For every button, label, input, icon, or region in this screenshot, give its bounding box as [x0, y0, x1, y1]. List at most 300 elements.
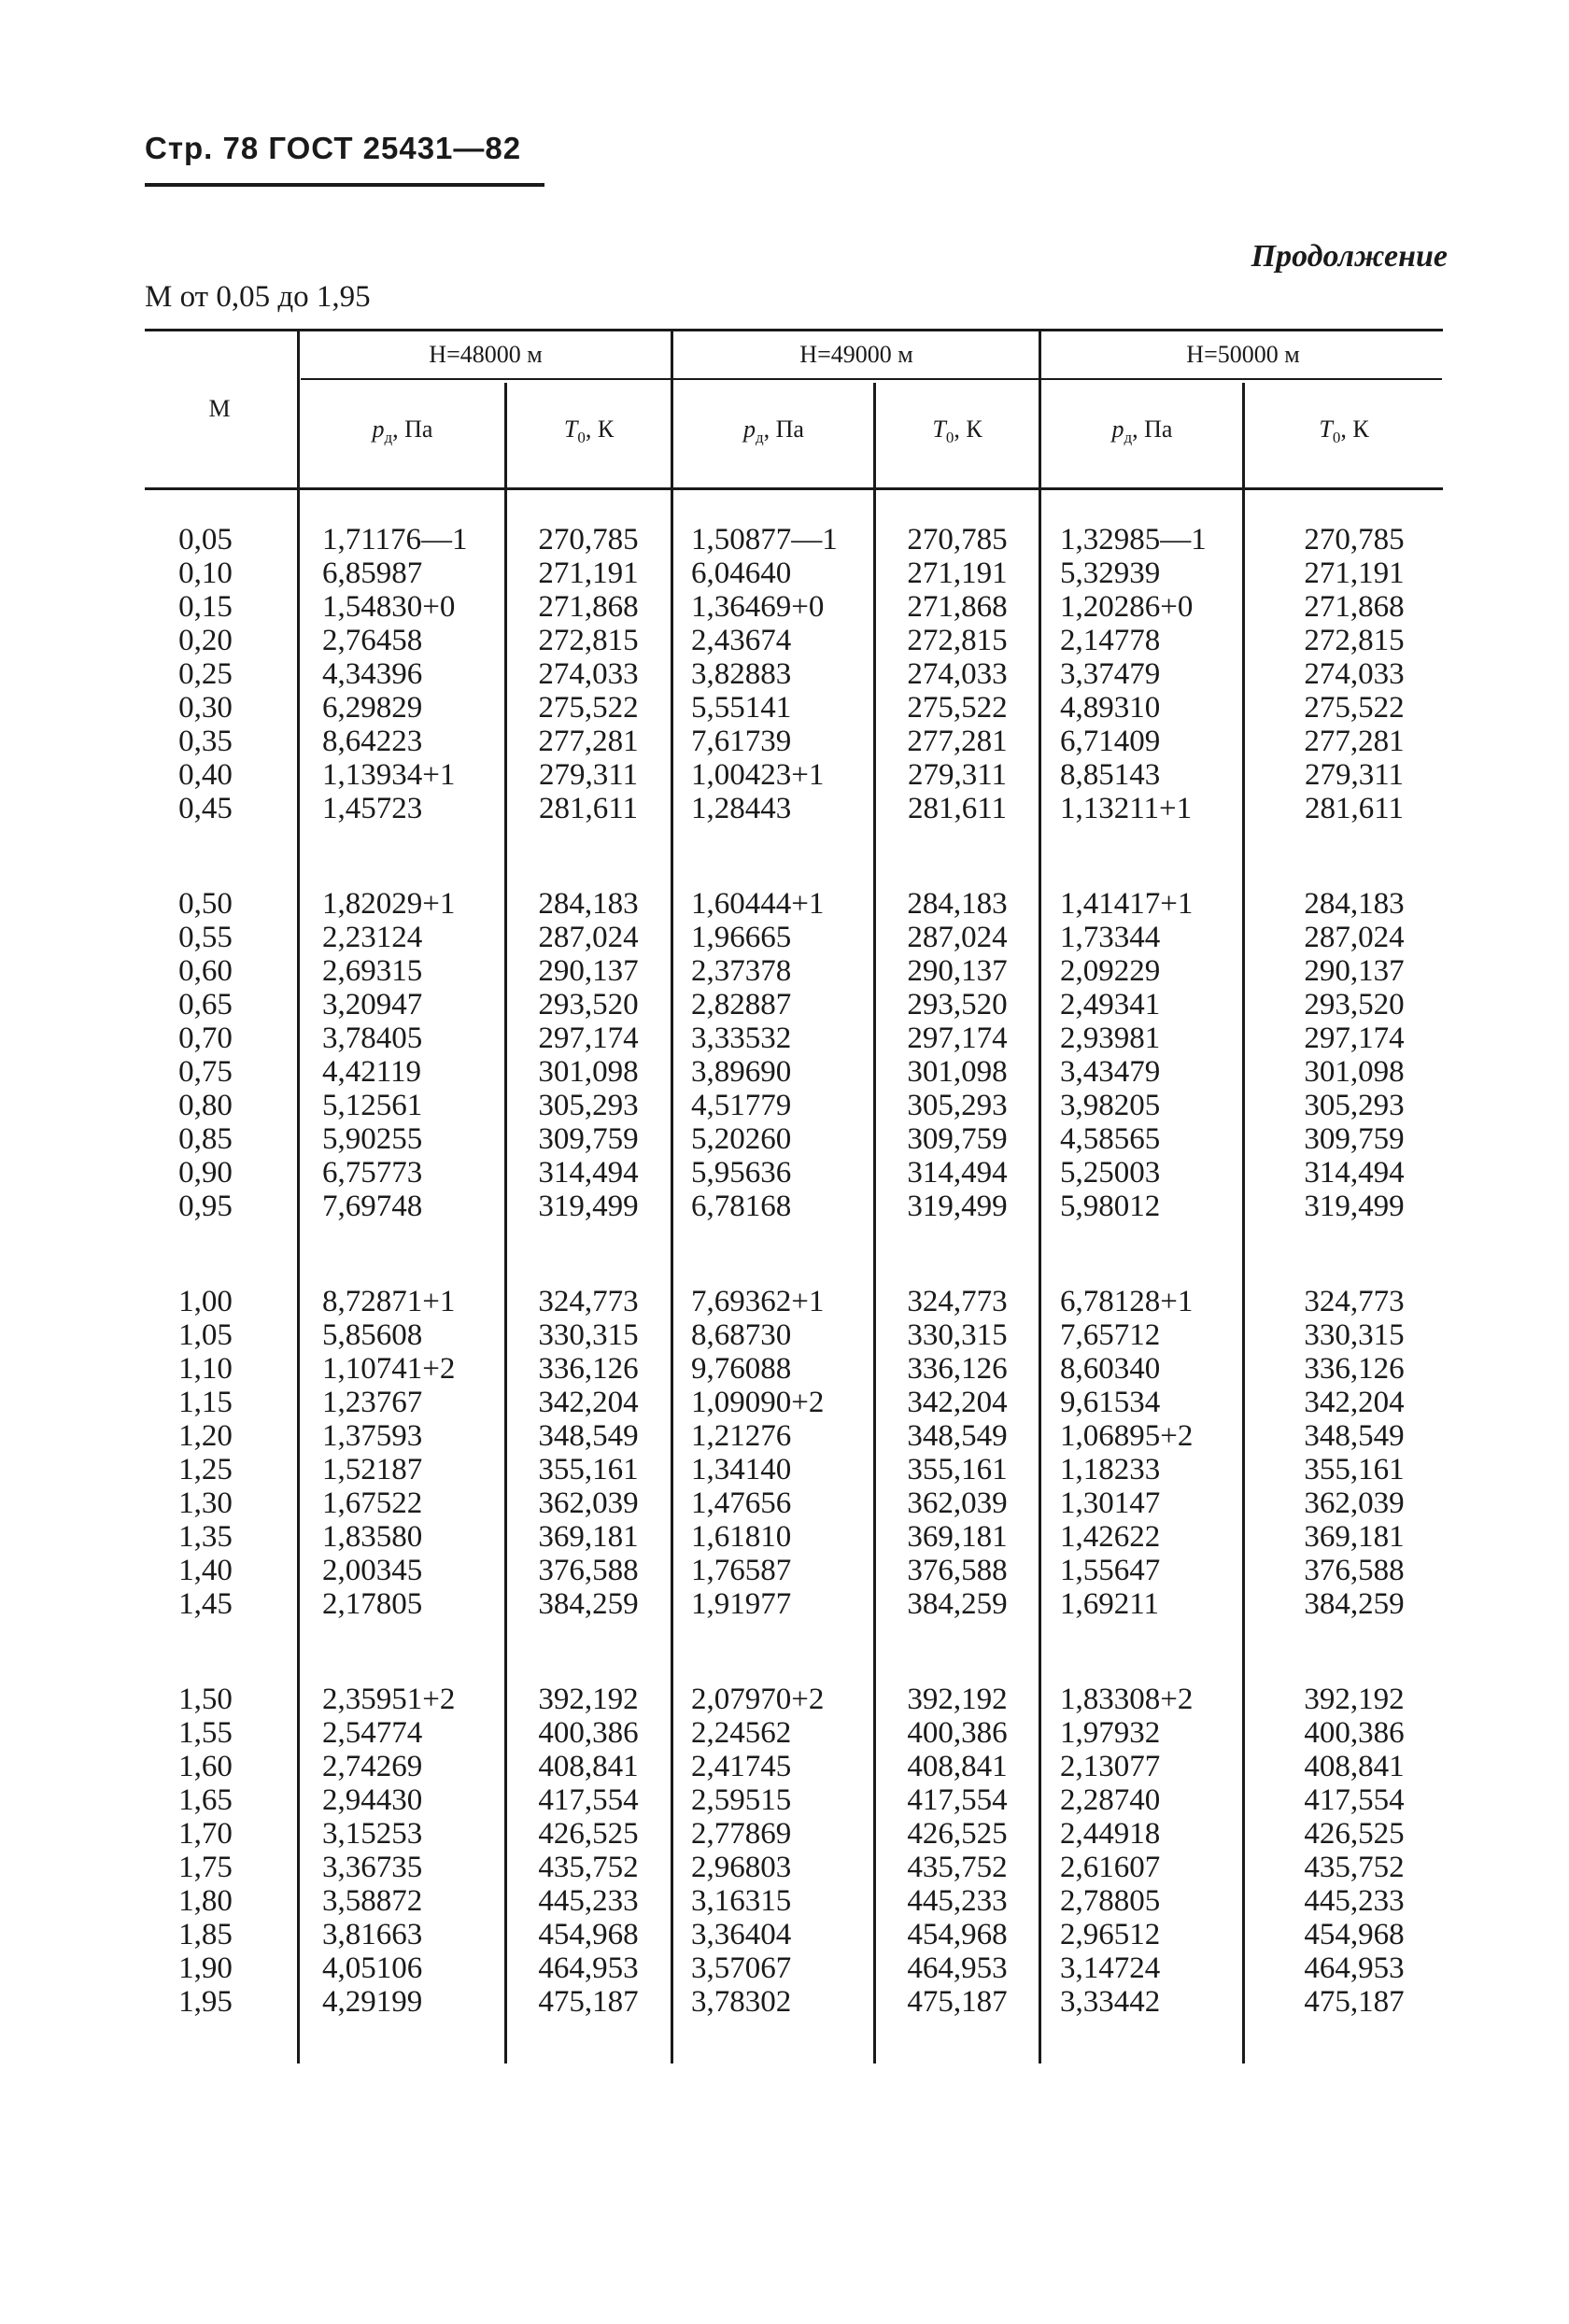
- mach-cell: 0,35: [178, 725, 233, 758]
- pressure-49000-cell: 1,61810: [691, 1520, 792, 1554]
- table-row: [0, 1055, 1569, 1089]
- pressure-49000-cell: 3,89690: [691, 1055, 792, 1089]
- temperature-50000-cell: 445,233: [1304, 1884, 1405, 1918]
- table-row: [0, 1554, 1569, 1587]
- temperature-48000-cell: 435,752: [538, 1851, 639, 1884]
- temperature-48000-cell: 336,126: [538, 1352, 639, 1386]
- temperature-50000-cell: 277,281: [1304, 725, 1405, 758]
- temperature-50000-cell: 314,494: [1304, 1156, 1405, 1190]
- pressure-48000-cell: 1,54830+0: [322, 590, 456, 624]
- pressure-50000-cell: 5,98012: [1060, 1190, 1161, 1223]
- temperature-48000-cell: 284,183: [538, 887, 639, 921]
- table-row: [0, 1386, 1569, 1419]
- temperature-50000-cell: 392,192: [1304, 1683, 1405, 1716]
- mach-cell: 0,75: [178, 1055, 233, 1089]
- pressure-48000-cell: 6,85987: [322, 556, 423, 590]
- pressure-50000-cell: 1,55647: [1060, 1554, 1161, 1587]
- group1-temperature-header: [507, 416, 671, 447]
- pressure-49000-cell: 1,34140: [691, 1453, 792, 1486]
- table-row: [0, 1285, 1569, 1318]
- temperature-48000-cell: 324,773: [538, 1285, 639, 1318]
- pressure-48000-cell: 4,05106: [322, 1951, 423, 1985]
- pressure-48000-cell: 1,37593: [322, 1419, 423, 1453]
- temperature-50000-cell: 287,024: [1304, 921, 1405, 954]
- pressure-49000-cell: 1,50877—1: [691, 523, 838, 556]
- pressure-48000-cell: 2,00345: [322, 1554, 423, 1587]
- table-row: [0, 1486, 1569, 1520]
- temperature-49000-cell: 408,841: [907, 1750, 1008, 1783]
- mach-cell: 1,60: [178, 1750, 233, 1783]
- table-top-rule: [145, 329, 1443, 331]
- table-row: [0, 1884, 1569, 1918]
- temperature-48000-cell: 426,525: [538, 1817, 639, 1851]
- pressure-48000-cell: 5,12561: [322, 1089, 423, 1122]
- pressure-49000-cell: 5,20260: [691, 1122, 792, 1156]
- pressure-subscript: д: [756, 429, 764, 447]
- pressure-49000-cell: 5,95636: [691, 1156, 792, 1190]
- temperature-49000-cell: 475,187: [907, 1985, 1008, 2019]
- temperature-48000-cell: 355,161: [538, 1453, 639, 1486]
- mach-cell: 0,15: [178, 590, 233, 624]
- group-divider-rule: [301, 378, 1442, 380]
- temperature-48000-cell: 342,204: [538, 1386, 639, 1419]
- pressure-49000-cell: 8,68730: [691, 1318, 792, 1352]
- pressure-48000-cell: 2,54774: [322, 1716, 423, 1750]
- temperature-49000-cell: 279,311: [907, 758, 1008, 792]
- pressure-48000-cell: 1,52187: [322, 1453, 423, 1486]
- temperature-48000-cell: 287,024: [538, 921, 639, 954]
- pressure-49000-cell: 2,24562: [691, 1716, 792, 1750]
- pressure-50000-cell: 2,49341: [1060, 988, 1161, 1021]
- mach-cell: 0,30: [178, 691, 233, 725]
- pressure-50000-cell: 9,61534: [1060, 1386, 1161, 1419]
- pressure-50000-cell: 1,30147: [1060, 1486, 1161, 1520]
- table-row: [0, 1783, 1569, 1817]
- pressure-49000-cell: 1,76587: [691, 1554, 792, 1587]
- table-row: [0, 921, 1569, 954]
- mach-cell: 0,45: [178, 792, 233, 825]
- mach-cell: 0,65: [178, 988, 233, 1021]
- pressure-50000-cell: 7,65712: [1060, 1318, 1161, 1352]
- pressure-49000-cell: 6,78168: [691, 1190, 792, 1223]
- temperature-49000-cell: 376,588: [907, 1554, 1008, 1587]
- temperature-48000-cell: 279,311: [538, 758, 639, 792]
- temperature-50000-cell: 324,773: [1304, 1285, 1405, 1318]
- pressure-48000-cell: 6,75773: [322, 1156, 423, 1190]
- temperature-48000-cell: 281,611: [538, 792, 639, 825]
- temperature-50000-cell: 384,259: [1304, 1587, 1405, 1621]
- group3-temperature-header: [1245, 416, 1443, 447]
- group1-height-label: H=48000 м: [429, 341, 543, 368]
- mach-cell: 0,55: [178, 921, 233, 954]
- pressure-50000-cell: 2,13077: [1060, 1750, 1161, 1783]
- pressure-49000-cell: 3,33532: [691, 1021, 792, 1055]
- table-row: [0, 624, 1569, 657]
- mach-cell: 0,10: [178, 556, 233, 590]
- pressure-49000-cell: 1,60444+1: [691, 887, 825, 921]
- temperature-symbol: T: [932, 416, 946, 443]
- temperature-48000-cell: 392,192: [538, 1683, 639, 1716]
- pressure-50000-cell: 1,13211+1: [1060, 792, 1193, 825]
- pressure-48000-cell: 4,42119: [322, 1055, 422, 1089]
- temperature-50000-cell: 271,191: [1304, 556, 1405, 590]
- temperature-unit: , К: [1340, 416, 1369, 443]
- temperature-50000-cell: 290,137: [1304, 954, 1405, 988]
- temperature-49000-cell: 309,759: [907, 1122, 1008, 1156]
- temperature-49000-cell: 319,499: [907, 1190, 1008, 1223]
- group2-height-label: H=49000 м: [799, 341, 913, 368]
- temperature-48000-cell: 464,953: [538, 1951, 639, 1985]
- temperature-50000-cell: 342,204: [1304, 1386, 1405, 1419]
- temperature-49000-cell: 287,024: [907, 921, 1008, 954]
- temperature-49000-cell: 284,183: [907, 887, 1008, 921]
- temperature-50000-cell: 271,868: [1304, 590, 1405, 624]
- pressure-48000-cell: 4,29199: [322, 1985, 423, 2019]
- table-row-group: [0, 887, 1569, 1223]
- pressure-unit: , Па: [392, 416, 433, 443]
- temperature-unit: , К: [954, 416, 982, 443]
- temperature-48000-cell: 275,522: [538, 691, 639, 725]
- pressure-49000-cell: 1,09090+2: [691, 1386, 825, 1419]
- mach-cell: 1,90: [178, 1951, 233, 1985]
- pressure-50000-cell: 1,83308+2: [1060, 1683, 1194, 1716]
- mach-cell: 0,25: [178, 657, 233, 691]
- temperature-49000-cell: 275,522: [907, 691, 1008, 725]
- pressure-48000-cell: 5,90255: [322, 1122, 423, 1156]
- pressure-48000-cell: 1,83580: [322, 1520, 423, 1554]
- temperature-50000-cell: 275,522: [1304, 691, 1405, 725]
- pressure-symbol: p: [1111, 416, 1124, 443]
- temperature-48000-cell: 314,494: [538, 1156, 639, 1190]
- pressure-50000-cell: 1,06895+2: [1060, 1419, 1194, 1453]
- temperature-48000-cell: 475,187: [538, 1985, 639, 2019]
- temperature-49000-cell: 301,098: [907, 1055, 1008, 1089]
- pressure-49000-cell: 5,55141: [691, 691, 792, 725]
- page-header: Стр. 78 ГОСТ 25431—82: [145, 131, 522, 165]
- pressure-50000-cell: 2,28740: [1060, 1783, 1161, 1817]
- pressure-48000-cell: 3,58872: [322, 1884, 423, 1918]
- pressure-49000-cell: 2,41745: [691, 1750, 792, 1783]
- group3-pressure-header: [1042, 416, 1242, 447]
- temperature-50000-cell: 274,033: [1304, 657, 1405, 691]
- table-row: [0, 1419, 1569, 1453]
- pressure-50000-cell: 6,71409: [1060, 725, 1161, 758]
- pressure-49000-cell: 2,96803: [691, 1851, 792, 1884]
- mach-cell: 1,55: [178, 1716, 233, 1750]
- mach-cell: 1,75: [178, 1851, 233, 1884]
- temperature-49000-cell: 297,174: [907, 1021, 1008, 1055]
- mach-cell: 1,50: [178, 1683, 233, 1716]
- pressure-49000-cell: 2,07970+2: [691, 1683, 825, 1716]
- mach-cell: 0,50: [178, 887, 233, 921]
- table-row: [0, 792, 1569, 825]
- pressure-49000-cell: 3,78302: [691, 1985, 792, 2019]
- temperature-49000-cell: 305,293: [907, 1089, 1008, 1122]
- temperature-49000-cell: 336,126: [907, 1352, 1008, 1386]
- pressure-48000-cell: 2,74269: [322, 1750, 423, 1783]
- mach-cell: 0,95: [178, 1190, 233, 1223]
- temperature-unit: , К: [585, 416, 615, 443]
- temperature-48000-cell: 301,098: [538, 1055, 639, 1089]
- pressure-48000-cell: 8,64223: [322, 725, 423, 758]
- pressure-49000-cell: 3,36404: [691, 1918, 792, 1951]
- temperature-48000-cell: 274,033: [538, 657, 639, 691]
- temperature-48000-cell: 319,499: [538, 1190, 639, 1223]
- temperature-49000-cell: 464,953: [907, 1951, 1008, 1985]
- pressure-49000-cell: 3,82883: [691, 657, 792, 691]
- temperature-subscript: 0: [945, 429, 954, 447]
- temperature-48000-cell: 400,386: [538, 1716, 639, 1750]
- temperature-49000-cell: 362,039: [907, 1486, 1008, 1520]
- pressure-49000-cell: 2,77869: [691, 1817, 792, 1851]
- temperature-48000-cell: 330,315: [538, 1318, 639, 1352]
- temperature-50000-cell: 376,588: [1304, 1554, 1405, 1587]
- temperature-49000-cell: 348,549: [907, 1419, 1008, 1453]
- mach-cell: 1,45: [178, 1587, 233, 1621]
- temperature-symbol: T: [1319, 416, 1333, 443]
- pressure-49000-cell: 7,61739: [691, 725, 792, 758]
- mach-cell: 1,30: [178, 1486, 233, 1520]
- temperature-48000-cell: 384,259: [538, 1587, 639, 1621]
- mach-cell: 1,15: [178, 1386, 233, 1419]
- pressure-48000-cell: 3,78405: [322, 1021, 423, 1055]
- pressure-49000-cell: 1,28443: [691, 792, 792, 825]
- pressure-50000-cell: 2,96512: [1060, 1918, 1161, 1951]
- table-row: [0, 1750, 1569, 1783]
- temperature-50000-cell: 297,174: [1304, 1021, 1405, 1055]
- table-row: [0, 1587, 1569, 1621]
- pressure-50000-cell: 8,60340: [1060, 1352, 1161, 1386]
- mach-cell: 1,85: [178, 1918, 233, 1951]
- mach-cell: 0,90: [178, 1156, 233, 1190]
- temperature-50000-cell: 272,815: [1304, 624, 1405, 657]
- group2-temperature-header: [876, 416, 1039, 447]
- pressure-50000-cell: 1,41417+1: [1060, 887, 1194, 921]
- temperature-48000-cell: 271,868: [538, 590, 639, 624]
- pressure-symbol: p: [372, 416, 385, 443]
- table-row: [0, 1190, 1569, 1223]
- mach-cell: 0,40: [178, 758, 233, 792]
- pressure-unit: , Па: [763, 416, 804, 443]
- group2-pressure-header: [674, 416, 873, 447]
- pressure-49000-cell: 2,82887: [691, 988, 792, 1021]
- pressure-49000-cell: 3,16315: [691, 1884, 792, 1918]
- table-body: [0, 523, 1569, 2019]
- pressure-48000-cell: 5,85608: [322, 1318, 423, 1352]
- temperature-50000-cell: 309,759: [1304, 1122, 1405, 1156]
- temperature-49000-cell: 277,281: [907, 725, 1008, 758]
- temperature-48000-cell: 362,039: [538, 1486, 639, 1520]
- pressure-49000-cell: 1,21276: [691, 1419, 792, 1453]
- temperature-48000-cell: 348,549: [538, 1419, 639, 1453]
- pressure-symbol: p: [743, 416, 756, 443]
- mach-cell: 1,35: [178, 1520, 233, 1554]
- table-row: [0, 887, 1569, 921]
- table-row: [0, 1683, 1569, 1716]
- mach-cell: 0,60: [178, 954, 233, 988]
- pressure-48000-cell: 3,81663: [322, 1918, 423, 1951]
- pressure-50000-cell: 4,58565: [1060, 1122, 1161, 1156]
- temperature-50000-cell: 454,968: [1304, 1918, 1405, 1951]
- pressure-49000-cell: 1,00423+1: [691, 758, 825, 792]
- pressure-50000-cell: 2,61607: [1060, 1851, 1161, 1884]
- temperature-49000-cell: 384,259: [907, 1587, 1008, 1621]
- pressure-50000-cell: 2,78805: [1060, 1884, 1161, 1918]
- pressure-49000-cell: 1,91977: [691, 1587, 792, 1621]
- continuation-label: Продолжение: [1251, 239, 1448, 274]
- temperature-49000-cell: 392,192: [907, 1683, 1008, 1716]
- mach-cell: 1,20: [178, 1419, 233, 1453]
- table-row: [0, 1089, 1569, 1122]
- temperature-50000-cell: 279,311: [1304, 758, 1405, 792]
- table-row: [0, 1122, 1569, 1156]
- temperature-48000-cell: 290,137: [538, 954, 639, 988]
- table-row: [0, 1520, 1569, 1554]
- temperature-subscript: 0: [577, 429, 586, 447]
- pressure-50000-cell: 2,09229: [1060, 954, 1161, 988]
- temperature-50000-cell: 330,315: [1304, 1318, 1405, 1352]
- temperature-49000-cell: 342,204: [907, 1386, 1008, 1419]
- table-row: [0, 1851, 1569, 1884]
- table-row: [0, 590, 1569, 624]
- m-column-header: М: [208, 395, 231, 422]
- temperature-49000-cell: 369,181: [907, 1520, 1008, 1554]
- temperature-48000-cell: 454,968: [538, 1918, 639, 1951]
- temperature-48000-cell: 277,281: [538, 725, 639, 758]
- pressure-50000-cell: 2,14778: [1060, 624, 1161, 657]
- pressure-48000-cell: 1,45723: [322, 792, 423, 825]
- table-row-group: [0, 1683, 1569, 2019]
- temperature-48000-cell: 271,191: [538, 556, 639, 590]
- temperature-50000-cell: 301,098: [1304, 1055, 1405, 1089]
- pressure-49000-cell: 1,96665: [691, 921, 792, 954]
- temperature-48000-cell: 417,554: [538, 1783, 639, 1817]
- pressure-48000-cell: 4,34396: [322, 657, 423, 691]
- mach-cell: 0,05: [178, 523, 233, 556]
- pressure-50000-cell: 3,14724: [1060, 1951, 1161, 1985]
- mach-cell: 1,70: [178, 1817, 233, 1851]
- mach-cell: 0,20: [178, 624, 233, 657]
- mach-cell: 1,40: [178, 1554, 233, 1587]
- table-row: [0, 556, 1569, 590]
- pressure-50000-cell: 4,89310: [1060, 691, 1161, 725]
- temperature-49000-cell: 417,554: [907, 1783, 1008, 1817]
- temperature-48000-cell: 293,520: [538, 988, 639, 1021]
- temperature-50000-cell: 293,520: [1304, 988, 1405, 1021]
- temperature-50000-cell: 305,293: [1304, 1089, 1405, 1122]
- pressure-49000-cell: 1,47656: [691, 1486, 792, 1520]
- pressure-50000-cell: 1,97932: [1060, 1716, 1161, 1750]
- temperature-48000-cell: 445,233: [538, 1884, 639, 1918]
- pressure-49000-cell: 1,36469+0: [691, 590, 825, 624]
- temperature-50000-cell: 408,841: [1304, 1750, 1405, 1783]
- pressure-50000-cell: 5,25003: [1060, 1156, 1161, 1190]
- temperature-49000-cell: 400,386: [907, 1716, 1008, 1750]
- table-row: [0, 1021, 1569, 1055]
- temperature-50000-cell: 362,039: [1304, 1486, 1405, 1520]
- table-row: [0, 1716, 1569, 1750]
- mach-cell: 1,05: [178, 1318, 233, 1352]
- temperature-50000-cell: 435,752: [1304, 1851, 1405, 1884]
- table-row: [0, 1352, 1569, 1386]
- table-row: [0, 1951, 1569, 1985]
- temperature-48000-cell: 369,181: [538, 1520, 639, 1554]
- mach-cell: 1,65: [178, 1783, 233, 1817]
- table-row: [0, 1918, 1569, 1951]
- mach-cell: 1,95: [178, 1985, 233, 2019]
- temperature-49000-cell: 281,611: [907, 792, 1008, 825]
- pressure-49000-cell: 6,04640: [691, 556, 792, 590]
- pressure-48000-cell: 2,94430: [322, 1783, 423, 1817]
- temperature-49000-cell: 330,315: [907, 1318, 1008, 1352]
- table-row: [0, 954, 1569, 988]
- pressure-50000-cell: 1,73344: [1060, 921, 1161, 954]
- pressure-50000-cell: 1,69211: [1060, 1587, 1160, 1621]
- temperature-symbol: T: [563, 416, 578, 443]
- group3-height-label: H=50000 м: [1186, 341, 1300, 368]
- pressure-50000-cell: 1,42622: [1060, 1520, 1161, 1554]
- temperature-49000-cell: 445,233: [907, 1884, 1008, 1918]
- pressure-48000-cell: 3,15253: [322, 1817, 423, 1851]
- temperature-48000-cell: 270,785: [538, 523, 639, 556]
- header-rule: [145, 183, 544, 187]
- pressure-48000-cell: 3,36735: [322, 1851, 423, 1884]
- temperature-49000-cell: 426,525: [907, 1817, 1008, 1851]
- range-label: М от 0,05 до 1,95: [145, 280, 371, 314]
- pressure-50000-cell: 1,20286+0: [1060, 590, 1194, 624]
- table-row: [0, 1817, 1569, 1851]
- pressure-50000-cell: 3,98205: [1060, 1089, 1161, 1122]
- mach-cell: 1,80: [178, 1884, 233, 1918]
- table-row: [0, 691, 1569, 725]
- pressure-48000-cell: 2,35951+2: [322, 1683, 456, 1716]
- pressure-50000-cell: 6,78128+1: [1060, 1285, 1194, 1318]
- pressure-49000-cell: 4,51779: [691, 1089, 792, 1122]
- temperature-48000-cell: 305,293: [538, 1089, 639, 1122]
- temperature-50000-cell: 281,611: [1304, 792, 1405, 825]
- temperature-50000-cell: 400,386: [1304, 1716, 1405, 1750]
- pressure-subscript: д: [384, 429, 393, 447]
- table-row: [0, 1985, 1569, 2019]
- pressure-49000-cell: 3,57067: [691, 1951, 792, 1985]
- temperature-49000-cell: 270,785: [907, 523, 1008, 556]
- pressure-48000-cell: 2,23124: [322, 921, 423, 954]
- table-row: [0, 523, 1569, 556]
- pressure-50000-cell: 2,93981: [1060, 1021, 1161, 1055]
- temperature-50000-cell: 464,953: [1304, 1951, 1405, 1985]
- pressure-48000-cell: 1,10741+2: [322, 1352, 456, 1386]
- mach-cell: 0,80: [178, 1089, 233, 1122]
- mach-cell: 0,70: [178, 1021, 233, 1055]
- pressure-49000-cell: 2,43674: [691, 624, 792, 657]
- pressure-50000-cell: 3,33442: [1060, 1985, 1161, 2019]
- pressure-50000-cell: 1,18233: [1060, 1453, 1161, 1486]
- temperature-50000-cell: 284,183: [1304, 887, 1405, 921]
- temperature-49000-cell: 290,137: [907, 954, 1008, 988]
- temperature-48000-cell: 309,759: [538, 1122, 639, 1156]
- table-row: [0, 657, 1569, 691]
- temperature-48000-cell: 297,174: [538, 1021, 639, 1055]
- group1-pressure-header: [301, 416, 504, 447]
- pressure-unit: , Па: [1132, 416, 1173, 443]
- pressure-subscript: д: [1124, 429, 1133, 447]
- temperature-48000-cell: 272,815: [538, 624, 639, 657]
- mach-cell: 0,85: [178, 1122, 233, 1156]
- pressure-49000-cell: 2,37378: [691, 954, 792, 988]
- temperature-50000-cell: 426,525: [1304, 1817, 1405, 1851]
- mach-cell: 1,10: [178, 1352, 233, 1386]
- table-header-rule: [145, 487, 1443, 490]
